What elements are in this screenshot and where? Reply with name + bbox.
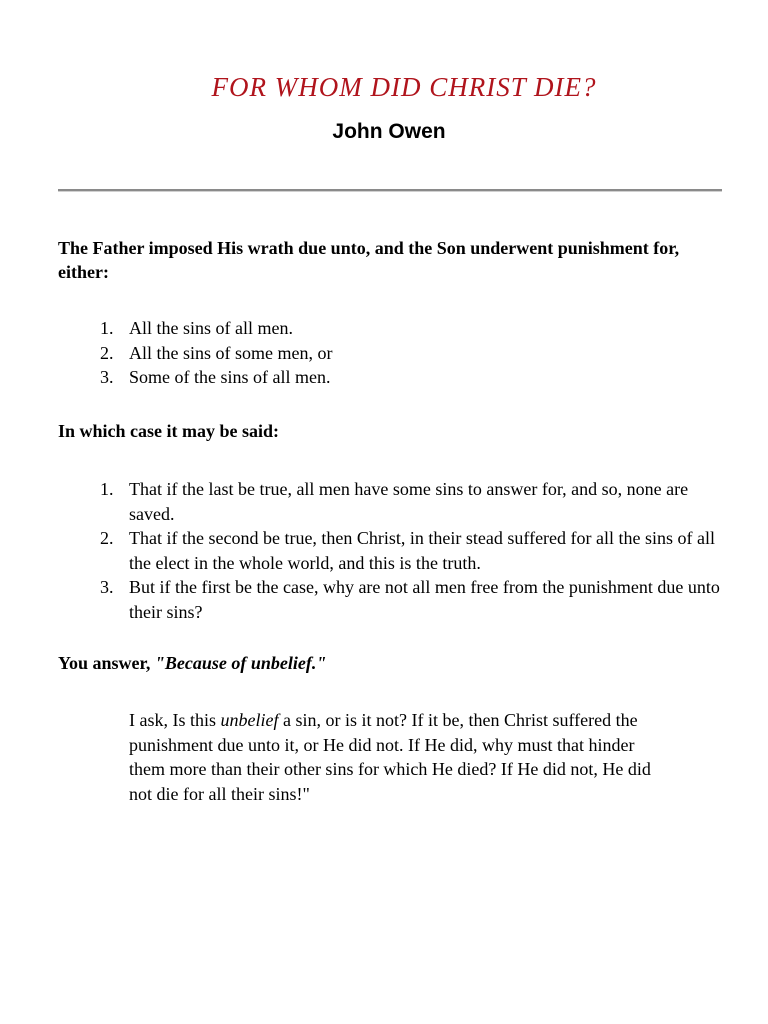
response-emphasis: unbelief	[220, 710, 279, 730]
list-item	[0, 477, 725, 526]
list-item	[0, 526, 725, 575]
list-number: 2.	[100, 528, 114, 548]
answer-quote: "Because of unbelief."	[154, 653, 327, 673]
list-item	[0, 316, 740, 341]
list-item	[0, 365, 740, 390]
list-item-text: Some of the sins of all men.	[129, 367, 331, 387]
list-number: 3.	[100, 577, 114, 597]
list-item-text: All the sins of all men.	[129, 318, 293, 338]
conclusions-list	[0, 477, 725, 624]
list-number: 1.	[100, 318, 114, 338]
list-item	[0, 575, 725, 624]
list-number: 1.	[100, 479, 114, 499]
list-item-text: That if the second be true, then Christ, in their stead suffered for all the sins of all the elect in the whole world, and this is the truth.	[129, 528, 716, 573]
list-number: 2.	[100, 342, 114, 363]
page-title: FOR WHOM DID CHRIST DIE?	[211, 72, 597, 102]
list-item-text: But if the first be the case, why are not all men free from the punishment due unto their sins?	[129, 577, 720, 622]
response-paragraph	[129, 708, 654, 806]
list-item-text: All the sins of some men, or	[129, 342, 333, 363]
section-subheading: In which case it may be said:	[58, 421, 280, 441]
answer-lead: You answer,	[58, 653, 155, 673]
options-list	[0, 316, 740, 390]
list-item	[0, 341, 740, 366]
intro-paragraph: The Father imposed His wrath due unto, and the Son underwent punishment for, either:	[58, 238, 680, 282]
response-before: I ask, Is this	[129, 710, 221, 730]
list-number: 3.	[100, 367, 114, 387]
horizontal-divider	[58, 189, 722, 192]
list-item-text: That if the last be true, all men have some sins to answer for, and so, none are saved.	[129, 479, 689, 524]
answer-line	[58, 653, 326, 674]
author-name: John Owen	[332, 120, 446, 143]
response-after: a sin, or is it not? If it be, then Christ suffered the punishment due unto it, or He did not. If He did, why must that hinder them more than their other sins for which He died? If He did not, He did not die for all their sins!"	[129, 710, 651, 804]
